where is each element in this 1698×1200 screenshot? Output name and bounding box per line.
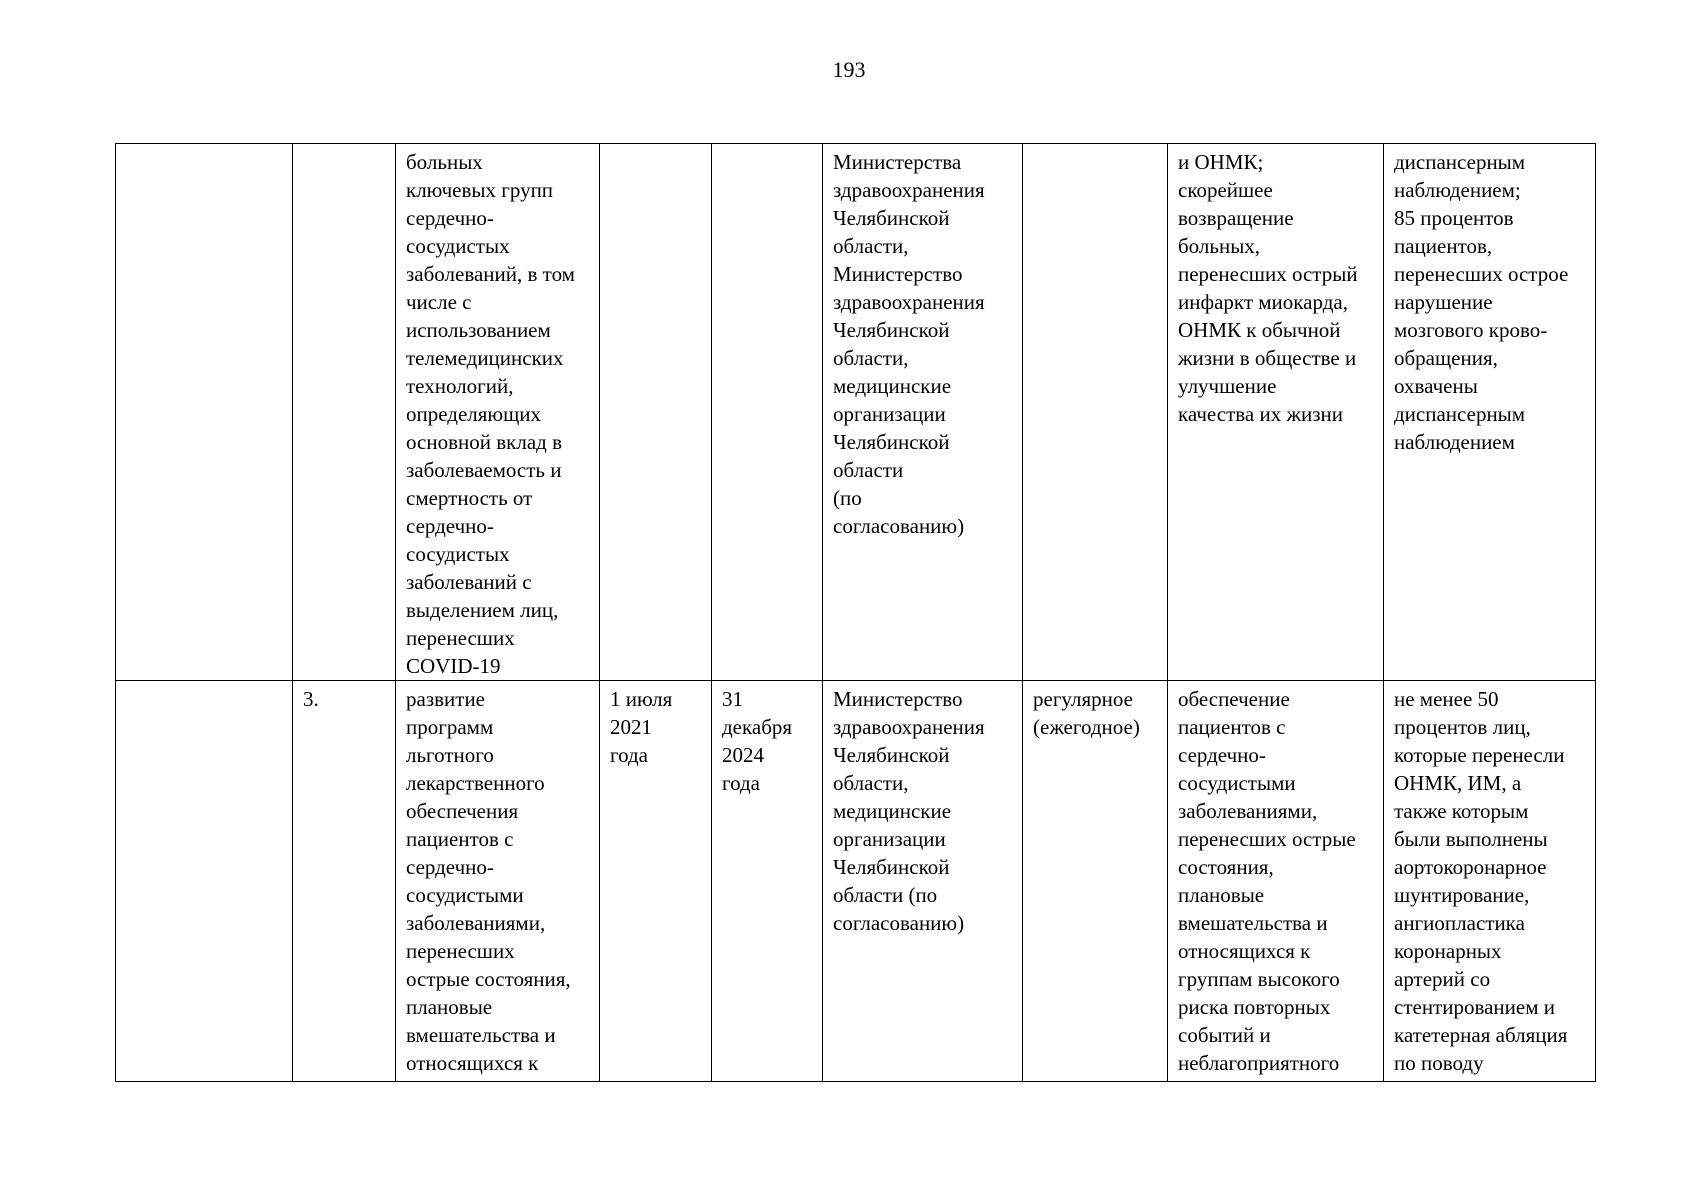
table-cell-activity: больных ключевых групп сердечно- сосудистых заболеваний, в том числе с использованием телемедицинских технологий, определяющих основной вклад в заболеваемость и смертность от сердечно- сосудистых заболеваний с выделением лиц, перенесших COVID-19 [396, 144, 600, 681]
table-cell-responsible: Министерства здравоохранения Челябинской области, Министерство здравоохранения Челябинской области, медицинские организации Челябинской области (по согласованию) [823, 144, 1023, 681]
table-cell-blank [116, 144, 293, 681]
table-cell-responsible: Министерство здравоохранения Челябинской области, медицинские организации Челябинской области (по согласованию) [823, 681, 1023, 1082]
table-cell-start-date: 1 июля 2021 года [600, 681, 712, 1082]
table-cell-end-date: 31 декабря 2024 года [712, 681, 823, 1082]
table-cell-blank [116, 681, 293, 1082]
measures-table [115, 143, 1596, 1082]
table-cell-end-date [712, 144, 823, 681]
table-cell-number [293, 144, 396, 681]
table-cell-periodicity [1023, 144, 1168, 681]
table-row [116, 144, 1596, 681]
page-number: 193 [832, 57, 866, 82]
table-cell-activity: развитие программ льготного лекарственного обеспечения пациентов с сердечно- сосудистыми заболеваниями, перенесших острые состояния, плановые вмешательства и относящихся к [396, 681, 600, 1082]
table-row [116, 681, 1596, 1082]
table-cell-number: 3. [293, 681, 396, 1082]
table-cell-indicator: не менее 50 процентов лиц, которые перенесли ОНМК, ИМ, а также которым были выполнены аортокоронарное шунтирование, ангиопластика коронарных артерий со стентированием и катетерная абляция по поводу [1384, 681, 1596, 1082]
table-cell-result: и ОНМК; скорейшее возвращение больных, перенесших острый инфаркт миокарда, ОНМК к обычной жизни в обществе и улучшение качества их жизни [1168, 144, 1384, 681]
table-cell-start-date [600, 144, 712, 681]
table-cell-periodicity: регулярное (ежегодное) [1023, 681, 1168, 1082]
table-cell-result: обеспечение пациентов с сердечно- сосудистыми заболеваниями, перенесших острые состояния, плановые вмешательства и относящихся к группам высокого риска повторных событий и неблагоприятного [1168, 681, 1384, 1082]
table-cell-indicator: диспансерным наблюдением; 85 процентов пациентов, перенесших острое нарушение мозгового крово- обращения, охвачены диспансерным наблюдением [1384, 144, 1596, 681]
